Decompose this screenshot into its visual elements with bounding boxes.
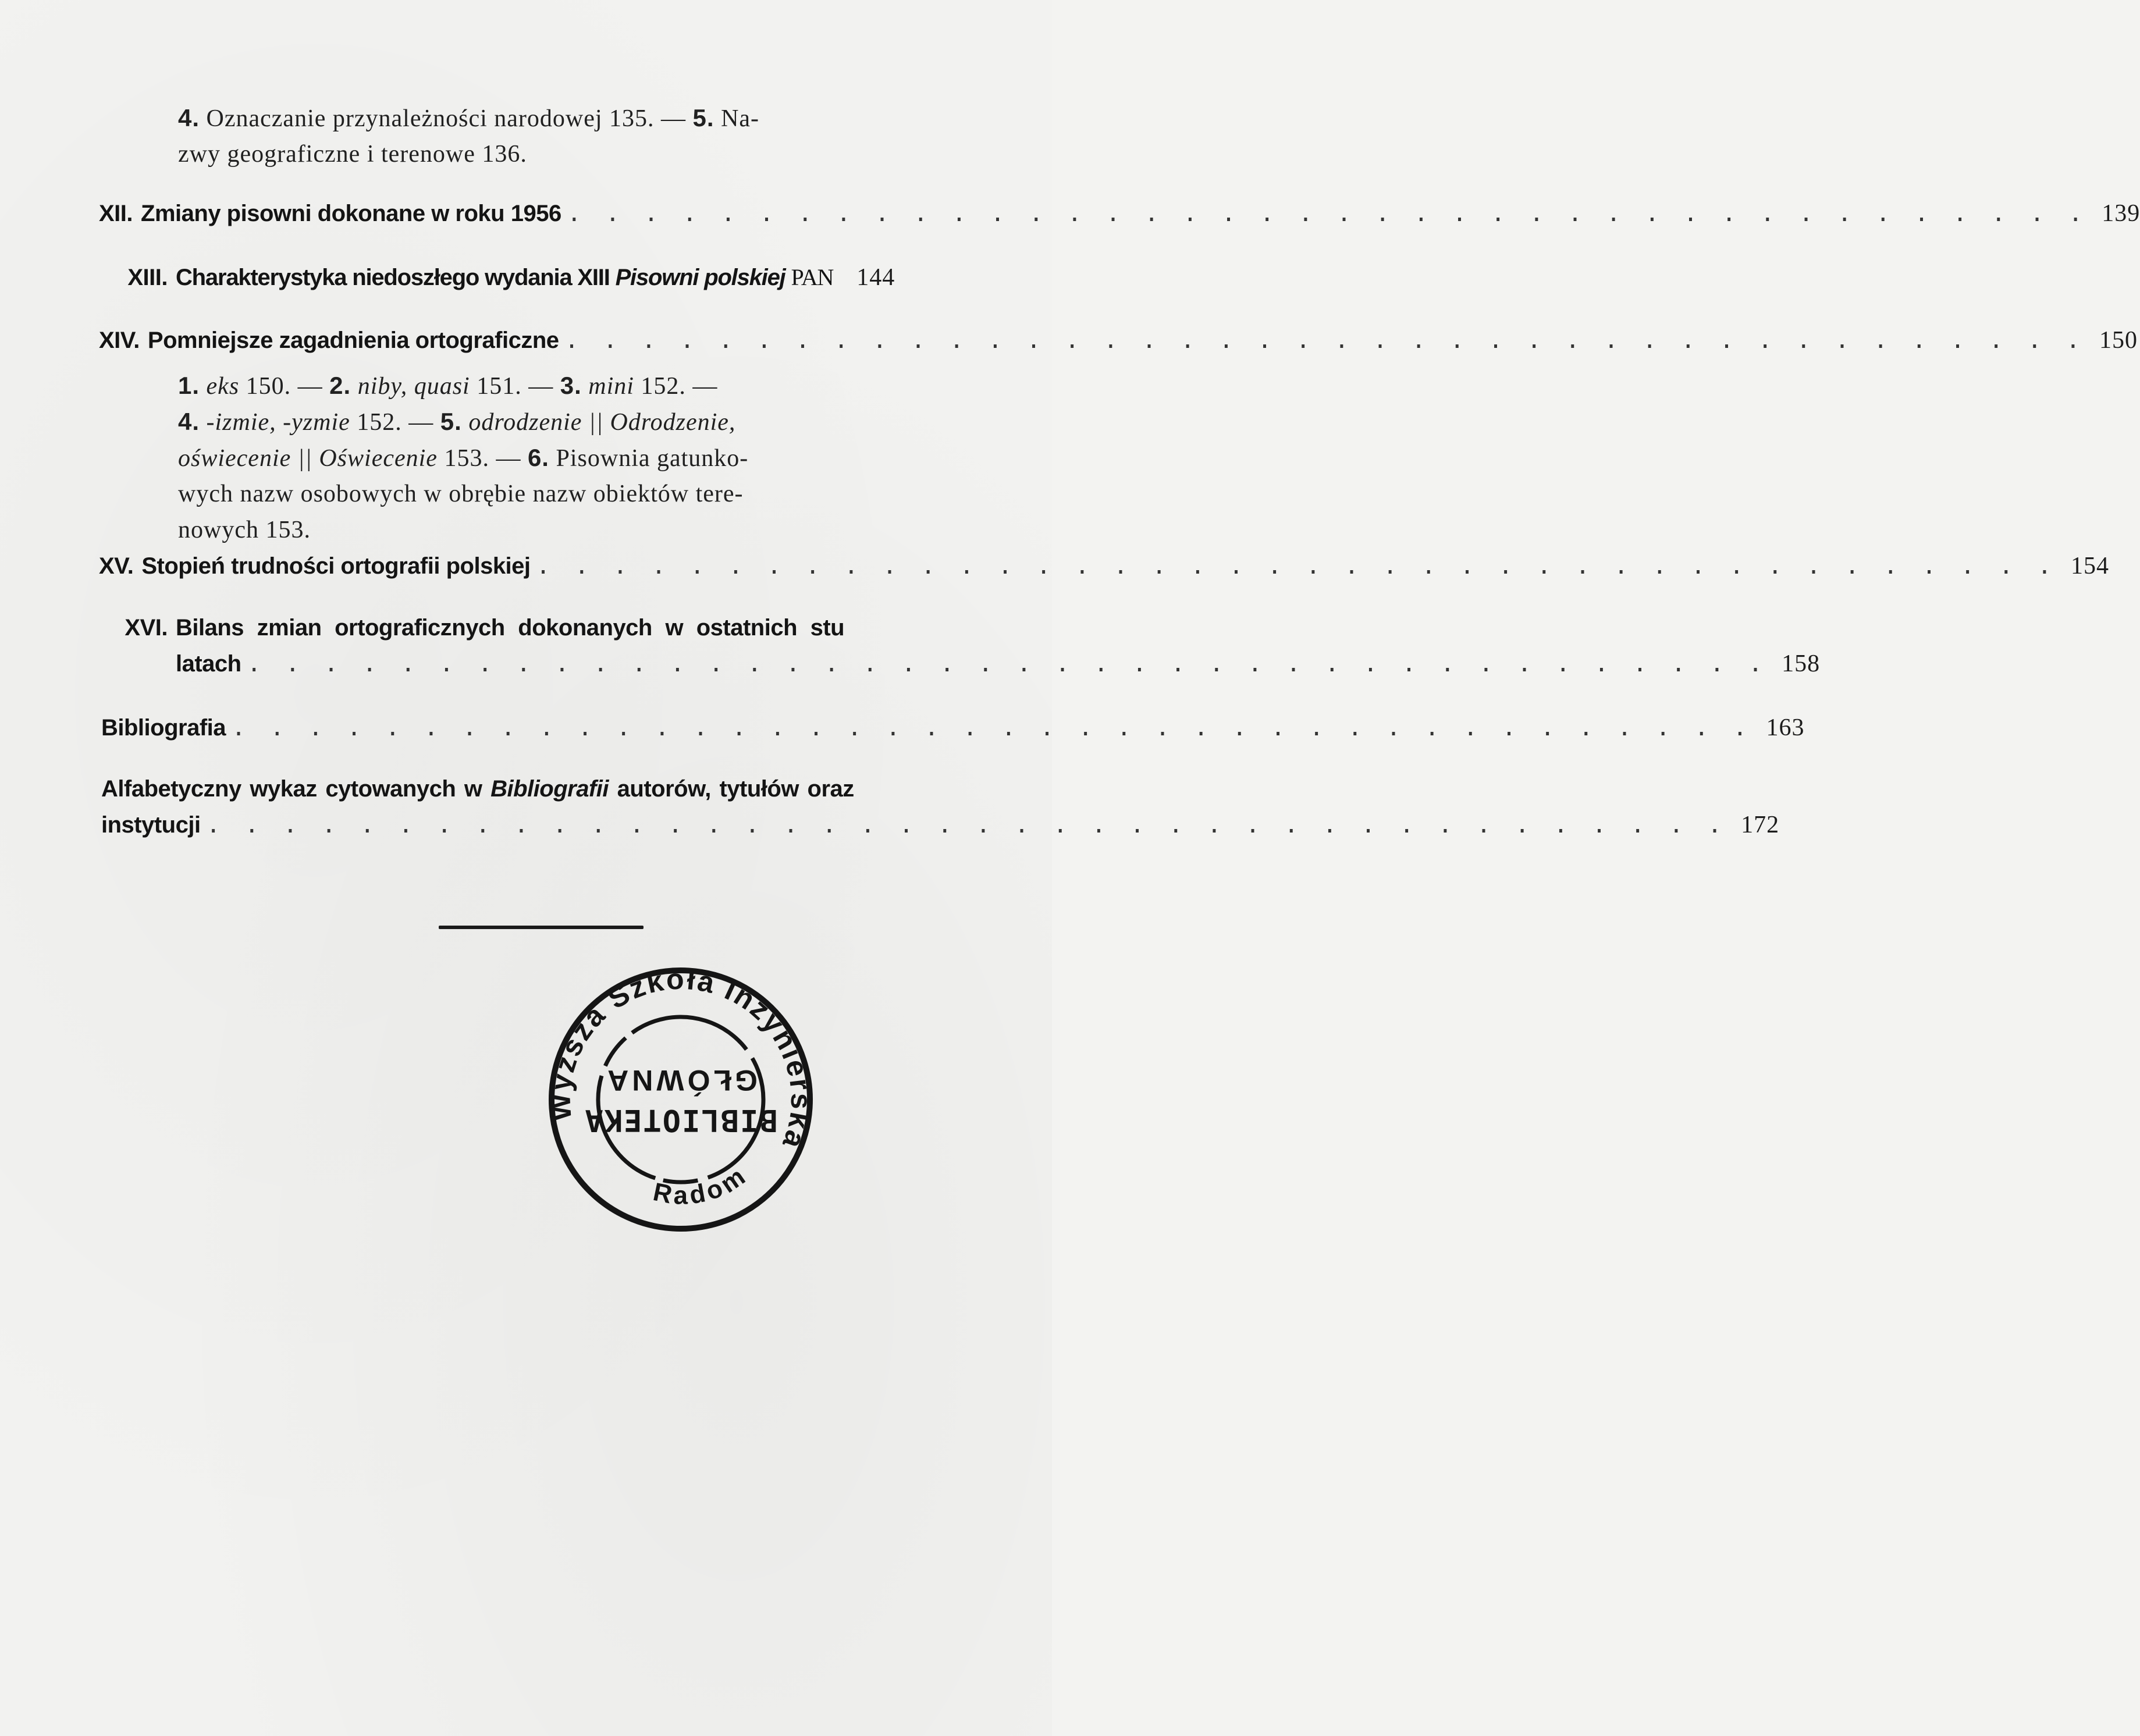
toc-entry-numeral: XVI. [125, 615, 168, 641]
stamp-inner-ring [577, 995, 785, 1204]
toc-page-number: 139 [2102, 200, 2140, 227]
dot-leader: . . . . . . . . . . . . . . . . . . . . . . . . . . . . . . . . . . . . . . . . [247, 650, 1768, 677]
toc-continuation-line-2: zwy geograficzne i terenowe 136. [178, 141, 527, 168]
stamp-center-line-2: GŁÓWNA [604, 1064, 758, 1097]
toc-entry-title: Pomniejsze zagadnienia ortograficzne [147, 328, 559, 353]
dot-leader: . . . . . . . . . . . . . . . . . . . . . . . . . . . . . . . . . . . . . . . . [536, 553, 2057, 579]
toc-page-number: 158 [1782, 650, 1821, 677]
toc-entry-xvi-line-2[interactable] [176, 646, 1821, 682]
library-stamp [535, 960, 826, 1239]
dot-leader: . . . . . . . . . . . . . . . . . . . . . . . . . . . . . . . . . . . . . . . . [232, 714, 1752, 741]
toc-subentry-line: nowych 153. [178, 517, 311, 543]
toc-page-number: 150 [2099, 327, 2138, 354]
toc-entry-title-continued: latach [176, 651, 241, 677]
toc-entry-bibliografia[interactable] [101, 710, 1805, 746]
toc-entry-index-line-1[interactable] [101, 771, 902, 807]
toc-entry-index-line-2[interactable] [101, 807, 1780, 843]
toc-entry-title: Zmiany pisowni dokonane w roku 1956 [141, 201, 561, 226]
toc-entry-numeral: XII. [99, 201, 133, 226]
dot-leader: . . . . . . . . . . . . . . . . . . . . . . . . . . . . . . . . . . . . . . . . [206, 812, 1727, 838]
toc-entry-numeral: XV. [99, 553, 134, 579]
toc-entry-title: Charakterystyka niedoszłego wydania XIII Pisowni polskiej PAN [176, 264, 834, 290]
toc-entry-xiii[interactable] [99, 259, 976, 296]
toc-page-number: 163 [1766, 714, 1805, 741]
toc-entry-numeral: XIV. [99, 328, 140, 353]
toc-entry-title: Bibliografia [101, 715, 226, 741]
toc-entry-title: Alfabetyczny wykaz cytowanych w Bibliografii autorów, tytułów oraz [101, 776, 854, 802]
toc-subentry-line: 1. eks 150. — 2. niby, quasi 151. — 3. mini 152. — [178, 372, 718, 400]
toc-entry-title: Stopień trudności ortografii polskiej [141, 553, 531, 579]
stamp-ring-text: Wyższa Szkoła Inżynierska [543, 962, 818, 1154]
toc-entry-xv[interactable] [99, 548, 2110, 584]
dot-leader: . . . . . . . . . . . . . . . . . . . . . . . . . . . . . . . . . . . . . . . . [567, 200, 2088, 227]
toc-page-number: 144 [856, 264, 895, 291]
toc-subentry-line: wych nazw osobowych w obrębie nazw obiektów tere- [178, 481, 744, 507]
toc-continuation-line-1: 4. Oznaczanie przynależności narodowej 135. — 5. Na- [178, 104, 760, 132]
stamp-ring-text-2: Radom [650, 1160, 753, 1210]
toc-page-number: 154 [2071, 553, 2110, 579]
toc-entry-title: Bilans zmian ortograficznych dokonanych w ostatnich stu [176, 615, 845, 641]
toc-subentry-line: 4. -izmie, -yzmie 152. — 5. odrodzenie || Odrodzenie, [178, 408, 736, 436]
dot-leader: . . . . . . . . . . . . . . . . . . . . . . . . . . . . . . . . . . . . . . . . [564, 327, 2086, 354]
toc-entry-numeral: XIII. [127, 265, 168, 290]
toc-entry-title-continued: instytucji [101, 812, 201, 838]
toc-page-number: 172 [1741, 812, 1780, 838]
toc-entry-xii[interactable] [99, 195, 2140, 232]
stamp-center-line-1: BIBLIOTEKA [584, 1102, 778, 1137]
end-rule [439, 926, 644, 929]
toc-subentry-line: oświecenie || Oświecenie 153. — 6. Pisownia gatunko- [178, 444, 749, 472]
toc-entry-xvi-line-1[interactable] [99, 610, 896, 646]
toc-entry-xiv[interactable] [99, 322, 2138, 358]
